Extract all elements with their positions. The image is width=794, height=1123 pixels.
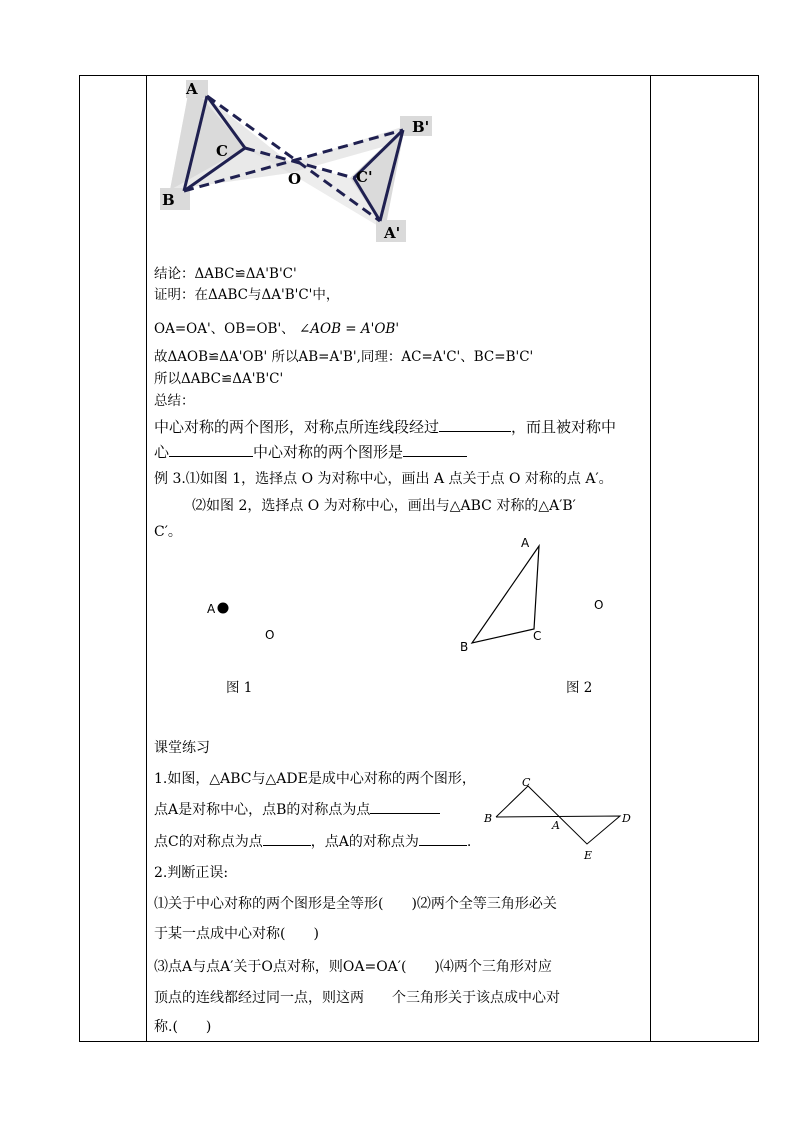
summary-blank-1[interactable] bbox=[439, 419, 511, 432]
q1-line-1: 1.如图，△ABC与△ADE是成中心对称的两个图形， bbox=[154, 771, 476, 787]
practice-heading: 课堂练习 bbox=[154, 740, 210, 756]
q1-text-2: 点A是对称中心，点B的对称点为点 bbox=[154, 802, 371, 818]
summary-text-1b: ，而且被对称中 bbox=[511, 418, 617, 436]
column-divider-left bbox=[146, 76, 147, 1041]
q2-line-1: ⑴关于中心对称的两个图形是全等形( )⑵两个全等三角形必关 bbox=[154, 896, 557, 912]
example3-line-3: C′。 bbox=[154, 524, 182, 540]
q1-blank-1[interactable] bbox=[370, 801, 440, 814]
equalities-text: OA=OA'、OB=OB'、 bbox=[154, 321, 295, 337]
practice-label-E: E bbox=[584, 849, 593, 862]
proof-intro: 证明：在ΔABC与ΔA'B'C'中， bbox=[154, 287, 340, 303]
proof-equalities bbox=[154, 320, 399, 338]
practice-label-C: C bbox=[522, 776, 531, 789]
fig1-label-A: A bbox=[207, 602, 216, 616]
column-divider-right bbox=[650, 76, 651, 1041]
fig2-label-B: B bbox=[460, 640, 469, 654]
summary-text-2b: 中心对称的两个图形是 bbox=[253, 443, 404, 461]
label-B: B bbox=[162, 191, 175, 209]
fig2-label-O: O bbox=[594, 598, 604, 612]
example3-line-1: 例 3.⑴如图 1，选择点 O 为对称中心，画出 A 点关于点 O 对称的点 A′。 bbox=[154, 471, 613, 487]
q1-line-2 bbox=[154, 801, 440, 819]
q1-text-3c: . bbox=[466, 834, 472, 850]
angle-text: ∠AOB = A'OB' bbox=[298, 321, 400, 337]
practice-label-A: A bbox=[552, 819, 560, 832]
q2-line-2: 于某一点成中心对称( ) bbox=[154, 926, 319, 942]
label-C: C bbox=[216, 142, 228, 160]
q2-line-3: ⑶点A与点A′关于O点对称，则OA=OA′( )⑷两个三角形对应 bbox=[154, 959, 552, 975]
example3-line-2: ⑵如图 2，选择点 O 为对称中心，画出与△ABC 对称的△A′B′ bbox=[192, 498, 576, 514]
practice-label-D: D bbox=[622, 812, 631, 825]
q2-line-4: 顶点的连线都经过同一点，则这两 个三角形关于该点成中心对 bbox=[154, 990, 560, 1006]
label-C-prime: C' bbox=[356, 168, 373, 186]
fig2-caption: 图 2 bbox=[566, 680, 593, 696]
fig1-label-O: O bbox=[265, 628, 275, 642]
proof-line-4: 故ΔAOB≌ΔA'OB' 所以AB=A'B',同理：AC=A'C'、BC=B'C' bbox=[154, 349, 534, 365]
q1-text-3b: ，点A的对称点为 bbox=[310, 834, 419, 850]
label-O: O bbox=[288, 170, 302, 188]
summary-label: 总结： bbox=[154, 393, 195, 409]
central-symmetry-figure bbox=[150, 78, 440, 248]
practice-label-B: B bbox=[484, 812, 493, 825]
practice-figure bbox=[480, 772, 640, 862]
label-A-prime: A' bbox=[384, 224, 401, 242]
fig2-label-C: C bbox=[533, 629, 542, 643]
summary-text-2a: 心 bbox=[154, 443, 170, 461]
proof-line-5: 所以ΔABC≌ΔA'B'C' bbox=[154, 371, 284, 387]
label-B-prime: B' bbox=[412, 118, 430, 136]
conclusion: 结论：ΔABC≌ΔA'B'C' bbox=[154, 266, 297, 282]
q1-blank-3[interactable] bbox=[419, 833, 467, 846]
summary-line-2 bbox=[154, 443, 467, 461]
fig1-caption: 图 1 bbox=[226, 680, 253, 696]
summary-line-1 bbox=[154, 418, 616, 436]
summary-blank-3[interactable] bbox=[403, 444, 467, 457]
q1-blank-2[interactable] bbox=[263, 833, 311, 846]
q2-line-5: 称.( ) bbox=[154, 1019, 212, 1035]
q2-label: 2.判断正误: bbox=[154, 865, 229, 881]
summary-text-1a: 中心对称的两个图形，对称点所连线段经过 bbox=[154, 418, 440, 436]
label-A: A bbox=[186, 80, 198, 98]
summary-blank-2[interactable] bbox=[169, 444, 253, 457]
q1-line-3 bbox=[154, 833, 471, 851]
fig1-point-A bbox=[216, 601, 230, 615]
fig2-label-A: A bbox=[521, 536, 530, 550]
q1-text-3a: 点C的对称点为点 bbox=[154, 834, 263, 850]
